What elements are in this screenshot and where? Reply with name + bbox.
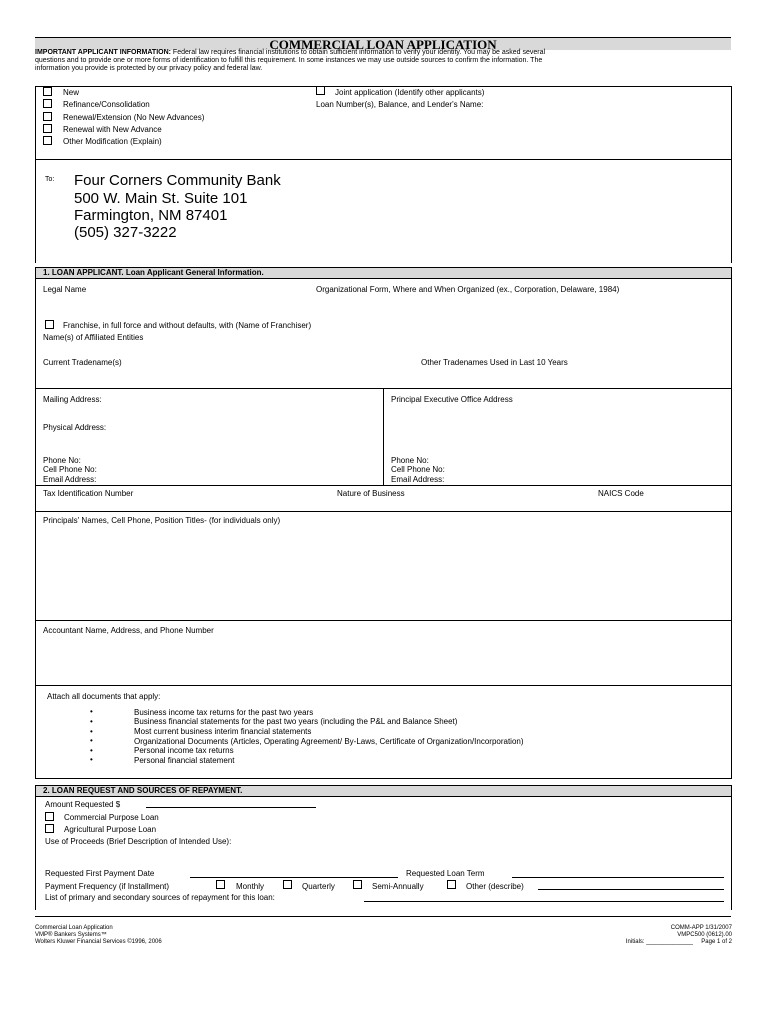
commercial-purpose-label: Commercial Purpose Loan bbox=[64, 813, 159, 822]
semi-annually-label: Semi-Annually bbox=[372, 882, 424, 891]
option-new: New bbox=[63, 88, 80, 97]
franchise-label: Franchise, in full force and without defaults, with (Name of Franchiser) bbox=[63, 321, 312, 330]
bullet: • bbox=[90, 717, 93, 726]
copyright: Wolters Kluwer Financial Services ©1996, 2006 bbox=[35, 939, 162, 945]
quarterly-checkbox[interactable] bbox=[283, 880, 292, 889]
loan-term-field[interactable] bbox=[512, 877, 724, 878]
bank-street: 500 W. Main St. Suite 101 bbox=[74, 190, 248, 207]
principal-office-label: Principal Executive Office Address bbox=[391, 395, 513, 404]
legal-name-label: Legal Name bbox=[43, 285, 87, 294]
renewal-advance-checkbox[interactable] bbox=[43, 124, 52, 133]
joint-application-checkbox[interactable] bbox=[316, 86, 325, 95]
option-refinance: Refinance/Consolidation bbox=[63, 100, 150, 109]
doc-item: Personal financial statement bbox=[134, 756, 235, 765]
doc-item: Organizational Documents (Articles, Operating Agreement/ By-Laws, Certificate of Organization/Incorporation) bbox=[134, 737, 524, 746]
amount-requested-field[interactable] bbox=[146, 807, 316, 808]
other-frequency-label: Other (describe) bbox=[466, 882, 524, 891]
other-modification-checkbox[interactable] bbox=[43, 136, 52, 145]
joint-application-label: Joint application (Identify other applicants) bbox=[335, 88, 485, 97]
repayment-sources-label: List of primary and secondary sources of repayment for this loan: bbox=[45, 893, 275, 902]
bullet: • bbox=[90, 755, 93, 764]
to-label: To: bbox=[45, 176, 55, 183]
first-payment-label: Requested First Payment Date bbox=[45, 869, 155, 878]
notice-line-3: information you provide is protected by our privacy policy and federal law. bbox=[35, 65, 263, 72]
attach-documents-label: Attach all documents that apply: bbox=[47, 692, 161, 701]
other-frequency-field[interactable] bbox=[538, 889, 724, 890]
mailing-address-label: Mailing Address: bbox=[43, 395, 102, 404]
current-tradename-label: Current Tradename(s) bbox=[43, 358, 122, 367]
option-renewal-extension: Renewal/Extension (No New Advances) bbox=[63, 113, 205, 122]
vmp-line: VMP® Bankers Systems™ bbox=[35, 932, 107, 938]
quarterly-label: Quarterly bbox=[302, 882, 335, 891]
form-code: COMM-APP 1/31/2007 bbox=[670, 925, 732, 931]
bullet: • bbox=[90, 707, 93, 716]
commercial-purpose-checkbox[interactable] bbox=[45, 812, 54, 821]
first-payment-field[interactable] bbox=[190, 877, 398, 878]
doc-item: Most current business interim financial statements bbox=[134, 727, 312, 736]
doc-item: Personal income tax returns bbox=[134, 746, 234, 755]
refinance-checkbox[interactable] bbox=[43, 99, 52, 108]
bank-phone: (505) 327-3222 bbox=[74, 224, 177, 241]
form-version: VMPC500 (0612).00 bbox=[677, 932, 732, 938]
phone-label-left: Phone No: bbox=[43, 456, 81, 465]
repayment-sources-field[interactable] bbox=[364, 901, 724, 902]
bullet: • bbox=[90, 736, 93, 745]
use-of-proceeds-label: Use of Proceeds (Brief Description of Intended Use): bbox=[45, 837, 232, 846]
monthly-label: Monthly bbox=[236, 882, 265, 891]
franchise-checkbox[interactable] bbox=[45, 320, 54, 329]
bank-city: Farmington, NM 87401 bbox=[74, 207, 228, 224]
monthly-checkbox[interactable] bbox=[216, 880, 225, 889]
affiliated-entities-label: Name(s) of Affiliated Entities bbox=[43, 333, 144, 342]
bullet: • bbox=[90, 746, 93, 755]
new-checkbox[interactable] bbox=[43, 87, 52, 96]
bank-name: Four Corners Community Bank bbox=[74, 172, 281, 189]
tax-id-label: Tax Identification Number bbox=[43, 489, 134, 498]
option-other-modification: Other Modification (Explain) bbox=[63, 137, 162, 146]
amount-requested-label: Amount Requested $ bbox=[45, 800, 121, 809]
page-number: Page 1 of 2 bbox=[701, 939, 732, 945]
other-tradenames-label: Other Tradenames Used in Last 10 Years bbox=[421, 358, 568, 367]
agricultural-purpose-label: Agricultural Purpose Loan bbox=[64, 825, 157, 834]
option-renewal-advance: Renewal with New Advance bbox=[63, 125, 162, 134]
applicant-notice bbox=[35, 49, 735, 73]
loan-term-label: Requested Loan Term bbox=[406, 869, 485, 878]
page-title: COMMERCIAL LOAN APPLICATION bbox=[269, 37, 497, 52]
org-form-label: Organizational Form, Where and When Organized (ex., Corporation, Delaware, 1984) bbox=[316, 285, 620, 294]
naics-code-label: NAICS Code bbox=[598, 489, 644, 498]
physical-address-label: Physical Address: bbox=[43, 423, 107, 432]
loan-numbers-label: Loan Number(s), Balance, and Lender's Name: bbox=[316, 100, 484, 109]
cell-label-left: Cell Phone No: bbox=[43, 465, 97, 474]
section-1-header: 1. LOAN APPLICANT. Loan Applicant General Information. bbox=[35, 267, 731, 279]
phone-label-right: Phone No: bbox=[391, 456, 429, 465]
form-name: Commercial Loan Application bbox=[35, 925, 113, 931]
principals-label: Principals' Names, Cell Phone, Position Titles- (for individuals only) bbox=[43, 516, 281, 525]
initials-field[interactable]: Initials: ______________ bbox=[625, 939, 693, 945]
other-frequency-checkbox[interactable] bbox=[447, 880, 456, 889]
renewal-extension-checkbox[interactable] bbox=[43, 112, 52, 121]
section-2-header: 2. LOAN REQUEST AND SOURCES OF REPAYMENT. bbox=[35, 785, 731, 797]
accountant-label: Accountant Name, Address, and Phone Number bbox=[43, 626, 214, 635]
notice-label: IMPORTANT APPLICANT INFORMATION: bbox=[35, 49, 171, 56]
agricultural-purpose-checkbox[interactable] bbox=[45, 824, 54, 833]
semi-annually-checkbox[interactable] bbox=[353, 880, 362, 889]
email-label-right: Email Address: bbox=[391, 475, 445, 484]
nature-of-business-label: Nature of Business bbox=[337, 489, 405, 498]
email-label-left: Email Address: bbox=[43, 475, 97, 484]
footer-right bbox=[626, 925, 732, 946]
doc-item: Business financial statements for the past two years (including the P&L and Balance Sheet) bbox=[134, 717, 458, 726]
notice-line-2: questions and to provide one or more forms of identification to fulfill this requirement. In some instances we may use outside sources to confirm the information. The bbox=[35, 57, 543, 64]
doc-item: Business income tax returns for the past two years bbox=[134, 708, 314, 717]
bullet: • bbox=[90, 727, 93, 736]
cell-label-right: Cell Phone No: bbox=[391, 465, 445, 474]
footer-left bbox=[35, 925, 162, 946]
notice-line-1: Federal law requires financial institutions to obtain sufficient information to verify your identity. You may be asked several bbox=[170, 49, 546, 56]
payment-frequency-label: Payment Frequency (if Installment) bbox=[45, 882, 170, 891]
